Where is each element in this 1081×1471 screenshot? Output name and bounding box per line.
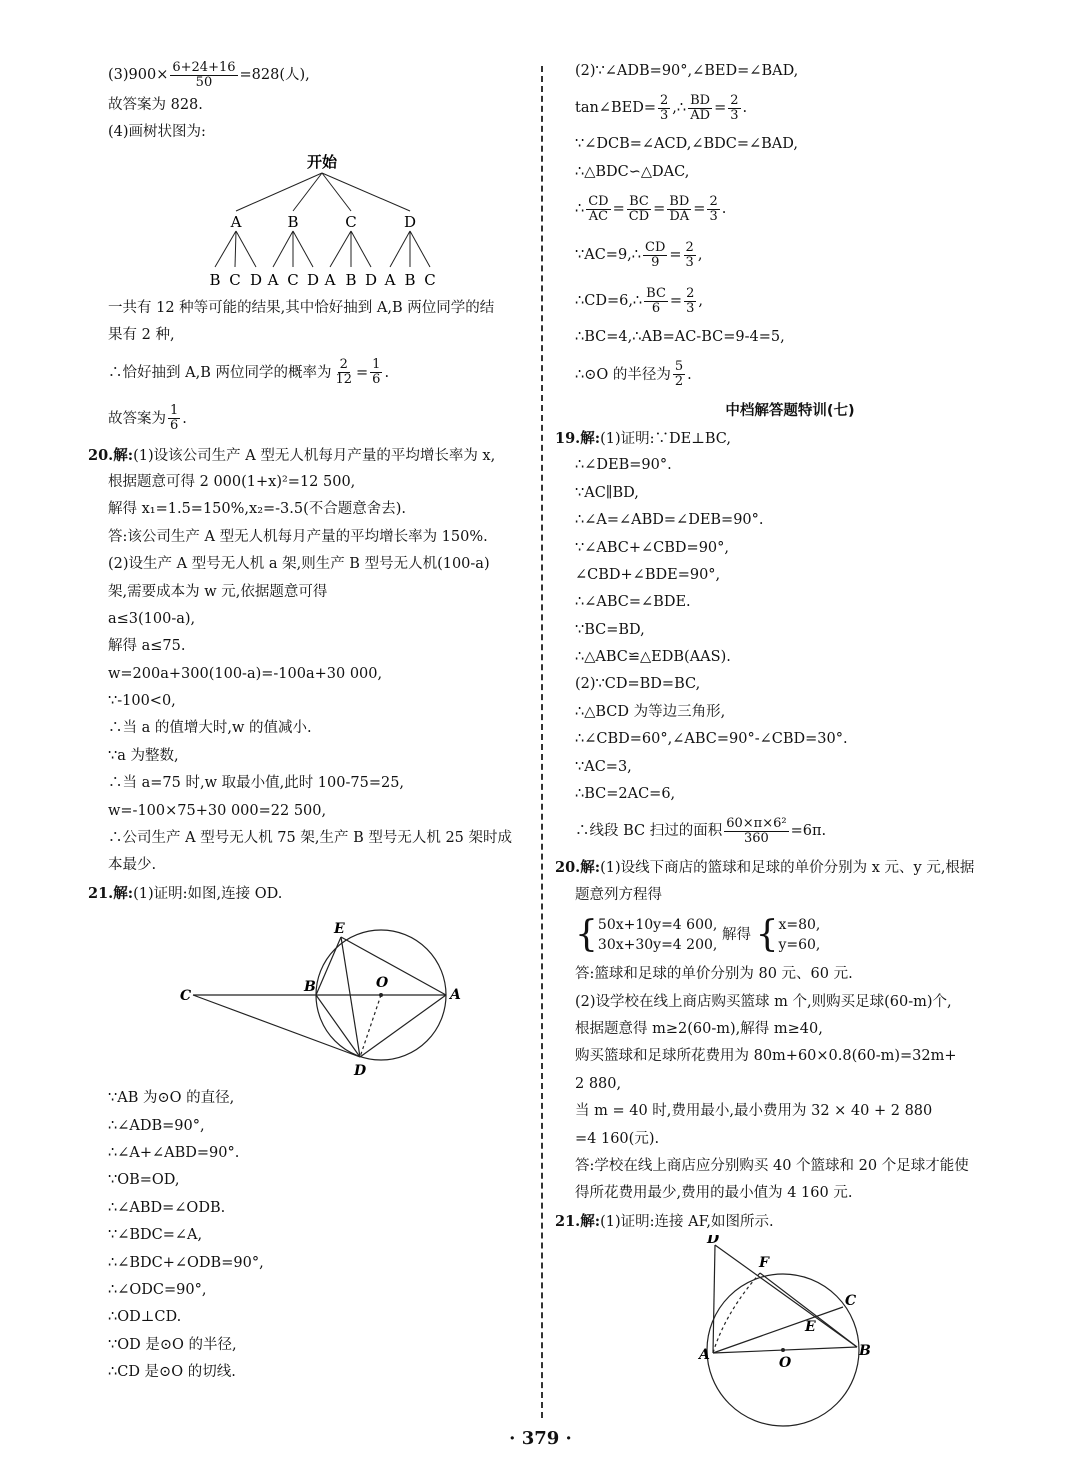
text-line: 解得 x₁=1.5=150%,x₂=-3.5(不合题意舍去). — [108, 501, 407, 518]
fraction: $\frac{2}{3}$ — [659, 92, 669, 123]
text-line: ∴OD⊥CD. — [108, 1309, 182, 1326]
column-divider — [541, 66, 543, 1418]
text-line: w=-100×75+30 000=22 500, — [108, 802, 327, 819]
text-line: ∴∠CBD=60°,∠ABC=90°-∠CBD=30°. — [575, 731, 848, 748]
ratio-line: ∴ $\frac{CD}{AC}$ = $\frac{BC}{CD}$ = $\frac{BD}{DA}$ = $\frac{2}{3}$ . — [575, 193, 727, 224]
fraction: $\frac{\text{60×π×6²}}{360}$ — [726, 815, 787, 846]
area-line: ∴线段 BC 扫过的面积 $\frac{\text{60×π×6²}}{360}$ =6π. — [575, 815, 827, 846]
text-line: ∵∠DCB=∠ACD,∠BDC=∠BAD, — [575, 136, 799, 153]
text-line: ∴∠A=∠ABD=∠DEB=90°. — [575, 512, 764, 529]
text-line: 果有 2 种, — [108, 327, 175, 344]
tree-leaf-C: C — [424, 270, 436, 289]
fraction: $\frac{BC}{CD}$ — [628, 193, 650, 224]
text-line: ∠CBD+∠BDE=90°, — [575, 566, 721, 583]
probability-line: ∴恰好抽到 A,B 两位同学的概率为 $\frac{2}{12}$ = $\frac{1}{6}$ . — [108, 357, 390, 388]
circle-svg-1 — [108, 907, 533, 1085]
tree-leaf-B: B — [404, 270, 416, 289]
text-line: 2 880, — [575, 1075, 622, 1092]
text-line: ∴∠ADB=90°, — [108, 1117, 205, 1134]
tree-leaf-D: D — [364, 270, 378, 289]
q19-line: 19.解:(1)证明:∵DE⊥BC, — [555, 429, 731, 447]
tree-leaf-D: D — [249, 270, 263, 289]
tan-line: tan∠BED= $\frac{2}{3}$ ,∴ $\frac{BD}{AD}$ = $\frac{2}{3}$ . — [575, 92, 748, 123]
system-left: { 50x+10y=4 600, 30x+30y=4 200, — [575, 914, 718, 956]
text-line: ∵-100<0, — [108, 693, 176, 710]
text-line: 解得 a≤75. — [108, 638, 186, 655]
text-line: (2)设学校在线上商店购买篮球 m 个,则购买足球(60-m)个, — [575, 993, 952, 1010]
text-line: ∵a 为整数, — [108, 747, 179, 764]
text-line: (2)设生产 A 型号无人机 a 架,则生产 B 型号无人机(100-a) — [108, 556, 490, 573]
label-O: O — [376, 975, 389, 992]
line-q19-3: (3)900× $\frac{6+24+16}{50}$ =828(人), — [108, 59, 310, 90]
answer-828: 故答案为 828. — [108, 97, 203, 113]
text-line: w=200a+300(100-a)=-100a+30 000, — [108, 665, 383, 682]
text-line: ∴公司生产 A 型号无人机 75 架,生产 B 型号无人机 25 架时成 — [108, 830, 513, 847]
label-C: C — [845, 1293, 857, 1310]
text-line: ∵AB 为⊙O 的直径, — [108, 1090, 235, 1107]
q21-right-line: 21.解:(1)证明:连接 AF,如图所示. — [555, 1212, 774, 1230]
tree-leaf-B: B — [209, 270, 221, 289]
text-line: ∵AC∥BD, — [575, 484, 639, 501]
text-line: 架,需要成本为 w 元,依据题意可得 — [108, 583, 328, 600]
equation-system: { 50x+10y=4 600, 30x+30y=4 200, 解得 { x=80, y=60, — [575, 914, 821, 956]
fraction: $\frac{6+24+16}{50}$ — [172, 59, 236, 90]
fraction: $\frac{CD}{AC}$ — [588, 193, 609, 224]
label-E: E — [805, 1319, 816, 1336]
fraction: $\frac{5}{2}$ — [674, 359, 684, 390]
text-line: (2)∵CD=BD=BC, — [575, 676, 701, 693]
fraction: $\frac{BC}{6}$ — [646, 285, 666, 316]
tree-leaf-A: A — [267, 270, 279, 289]
label-O: O — [779, 1355, 792, 1372]
system-right: { x=80, y=60, — [755, 914, 821, 956]
tree-leaf-C: C — [229, 270, 241, 289]
tree-node-A: A — [230, 212, 242, 231]
text-line: 得所花费用最少,费用的最小值为 4 160 元. — [575, 1185, 853, 1202]
tree-diagram — [108, 147, 533, 295]
page-number: · 379 · — [509, 1428, 572, 1449]
text-line: ∴∠ABD=∠ODB. — [108, 1199, 226, 1216]
fraction: $\frac{BD}{AD}$ — [690, 92, 711, 123]
text-line: ∴∠A+∠ABD=90°. — [108, 1144, 240, 1161]
tree-intro: (4)画树状图为: — [108, 124, 206, 141]
radius-line: ∴⊙O 的半径为 $\frac{5}{2}$ . — [575, 359, 692, 390]
text-line: ∴△ABC≌△EDB(AAS). — [575, 649, 731, 666]
text-line: ∵BC=BD, — [575, 621, 645, 638]
text-line: ∵∠ABC+∠CBD=90°, — [575, 539, 729, 556]
label-A: A — [699, 1347, 710, 1364]
ac-line: ∵AC=9,∴ $\frac{CD}{9}$ = $\frac{2}{3}$ , — [575, 239, 703, 270]
text-line: ∴∠DEB=90°. — [575, 457, 672, 474]
text-line: ∴BC=2AC=6, — [575, 786, 676, 803]
tree-node-B: B — [287, 212, 299, 231]
right-column — [555, 58, 1005, 1445]
text-line: 购买篮球和足球所花费用为 80m+60×0.8(60-m)=32m+ — [575, 1048, 957, 1065]
q20-line: 20.解:(1)设该公司生产 A 型无人机每月产量的平均增长率为 x, — [88, 446, 496, 464]
cd-line: ∴CD=6,∴ $\frac{BC}{6}$ = $\frac{2}{3}$ , — [575, 285, 703, 316]
text-line: 答:该公司生产 A 型无人机每月产量的平均增长率为 150%. — [108, 528, 488, 545]
text-line: 一共有 12 种等可能的结果,其中恰好抽到 A,B 两位同学的结 — [108, 299, 495, 316]
label-E: E — [334, 921, 345, 938]
text-line: ∴∠ABC=∠BDE. — [575, 594, 691, 611]
left-column — [88, 58, 533, 1387]
tree-node-C: C — [345, 212, 357, 231]
fraction: $\frac{1}{6}$ — [372, 357, 381, 388]
text-line: 答:篮球和足球的单价分别为 80 元、60 元. — [575, 966, 853, 983]
circle-figure-2 — [575, 1235, 1005, 1445]
circle-svg-2 — [575, 1235, 1005, 1445]
text-line: 根据题意得 m≥2(60-m),解得 m≥40, — [575, 1020, 823, 1037]
tree-node-D: D — [403, 212, 417, 231]
label-B: B — [859, 1343, 871, 1360]
fraction: $\frac{2}{3}$ — [709, 193, 718, 224]
label-B: B — [304, 979, 316, 996]
text-line: 当 m = 40 时,费用最小,最小费用为 32 × 40 + 2 880 — [575, 1103, 933, 1120]
text-line: 根据题意可得 2 000(1+x)²=12 500, — [108, 473, 356, 490]
section-title: 中档解答题特训(七) — [725, 402, 855, 419]
text-line: ∴∠BDC+∠ODB=90°, — [108, 1254, 264, 1271]
text-line: ∵OB=OD, — [108, 1172, 180, 1189]
tree-leaf-A: A — [324, 270, 336, 289]
text-line: ∴当 a 的值增大时,w 的值减小. — [108, 720, 312, 737]
label-F: F — [759, 1255, 769, 1272]
fraction: $\frac{2}{3}$ — [685, 239, 694, 270]
fraction: $\frac{2}{12}$ — [335, 357, 353, 388]
text-line: 答:学校在线上商店应分别购买 40 个篮球和 20 个足球才能使 — [575, 1157, 969, 1174]
q21-line: 21.解:(1)证明:如图,连接 OD. — [88, 884, 283, 902]
text-line: 题意列方程得 — [575, 886, 662, 903]
text-line: 本最少. — [108, 857, 157, 874]
fraction: $\frac{BD}{DA}$ — [669, 193, 690, 224]
text-line: =4 160(元). — [575, 1130, 660, 1147]
label-A: A — [450, 987, 461, 1004]
text-line: ∴△BDC∽△DAC, — [575, 163, 690, 180]
text-line: ∴BC=4,∴AB=AC-BC=9-4=5, — [575, 329, 785, 346]
text-line: ∵AC=3, — [575, 758, 632, 775]
tree-leaf-A: A — [384, 270, 396, 289]
fraction: $\frac{CD}{9}$ — [645, 239, 666, 270]
label-D: D — [707, 1235, 720, 1248]
tree-leaf-C: C — [287, 270, 299, 289]
fraction: $\frac{2}{3}$ — [686, 285, 695, 316]
fraction: $\frac{1}{6}$ — [170, 403, 179, 434]
fraction: $\frac{2}{3}$ — [730, 92, 739, 123]
text-line: (2)∵∠ADB=90°,∠BED=∠BAD, — [575, 63, 799, 79]
answer-one-sixth: 故答案为 $\frac{1}{6}$ . — [108, 403, 187, 434]
tree-root: 开始 — [306, 152, 338, 171]
label-D: D — [354, 1063, 367, 1080]
text-line: ∵∠BDC=∠A, — [108, 1227, 203, 1244]
text-line: ∴CD 是⊙O 的切线. — [108, 1364, 236, 1381]
text-line: ∴∠ODC=90°, — [108, 1281, 207, 1298]
tree-leaf-D: D — [306, 270, 320, 289]
text-line: ∴△BCD 为等边三角形, — [575, 703, 726, 720]
text-line: ∵OD 是⊙O 的半径, — [108, 1336, 237, 1353]
label-C: C — [180, 988, 192, 1005]
circle-figure-1 — [108, 907, 533, 1085]
text-line: a≤3(100-a), — [108, 610, 196, 627]
tree-leaf-B: B — [345, 270, 357, 289]
tree-svg — [108, 147, 533, 295]
text-line: ∴当 a=75 时,w 取最小值,此时 100-75=25, — [108, 775, 405, 792]
q20-right-line: 20.解:(1)设线下商店的篮球和足球的单价分别为 x 元、y 元,根据 — [555, 859, 975, 877]
